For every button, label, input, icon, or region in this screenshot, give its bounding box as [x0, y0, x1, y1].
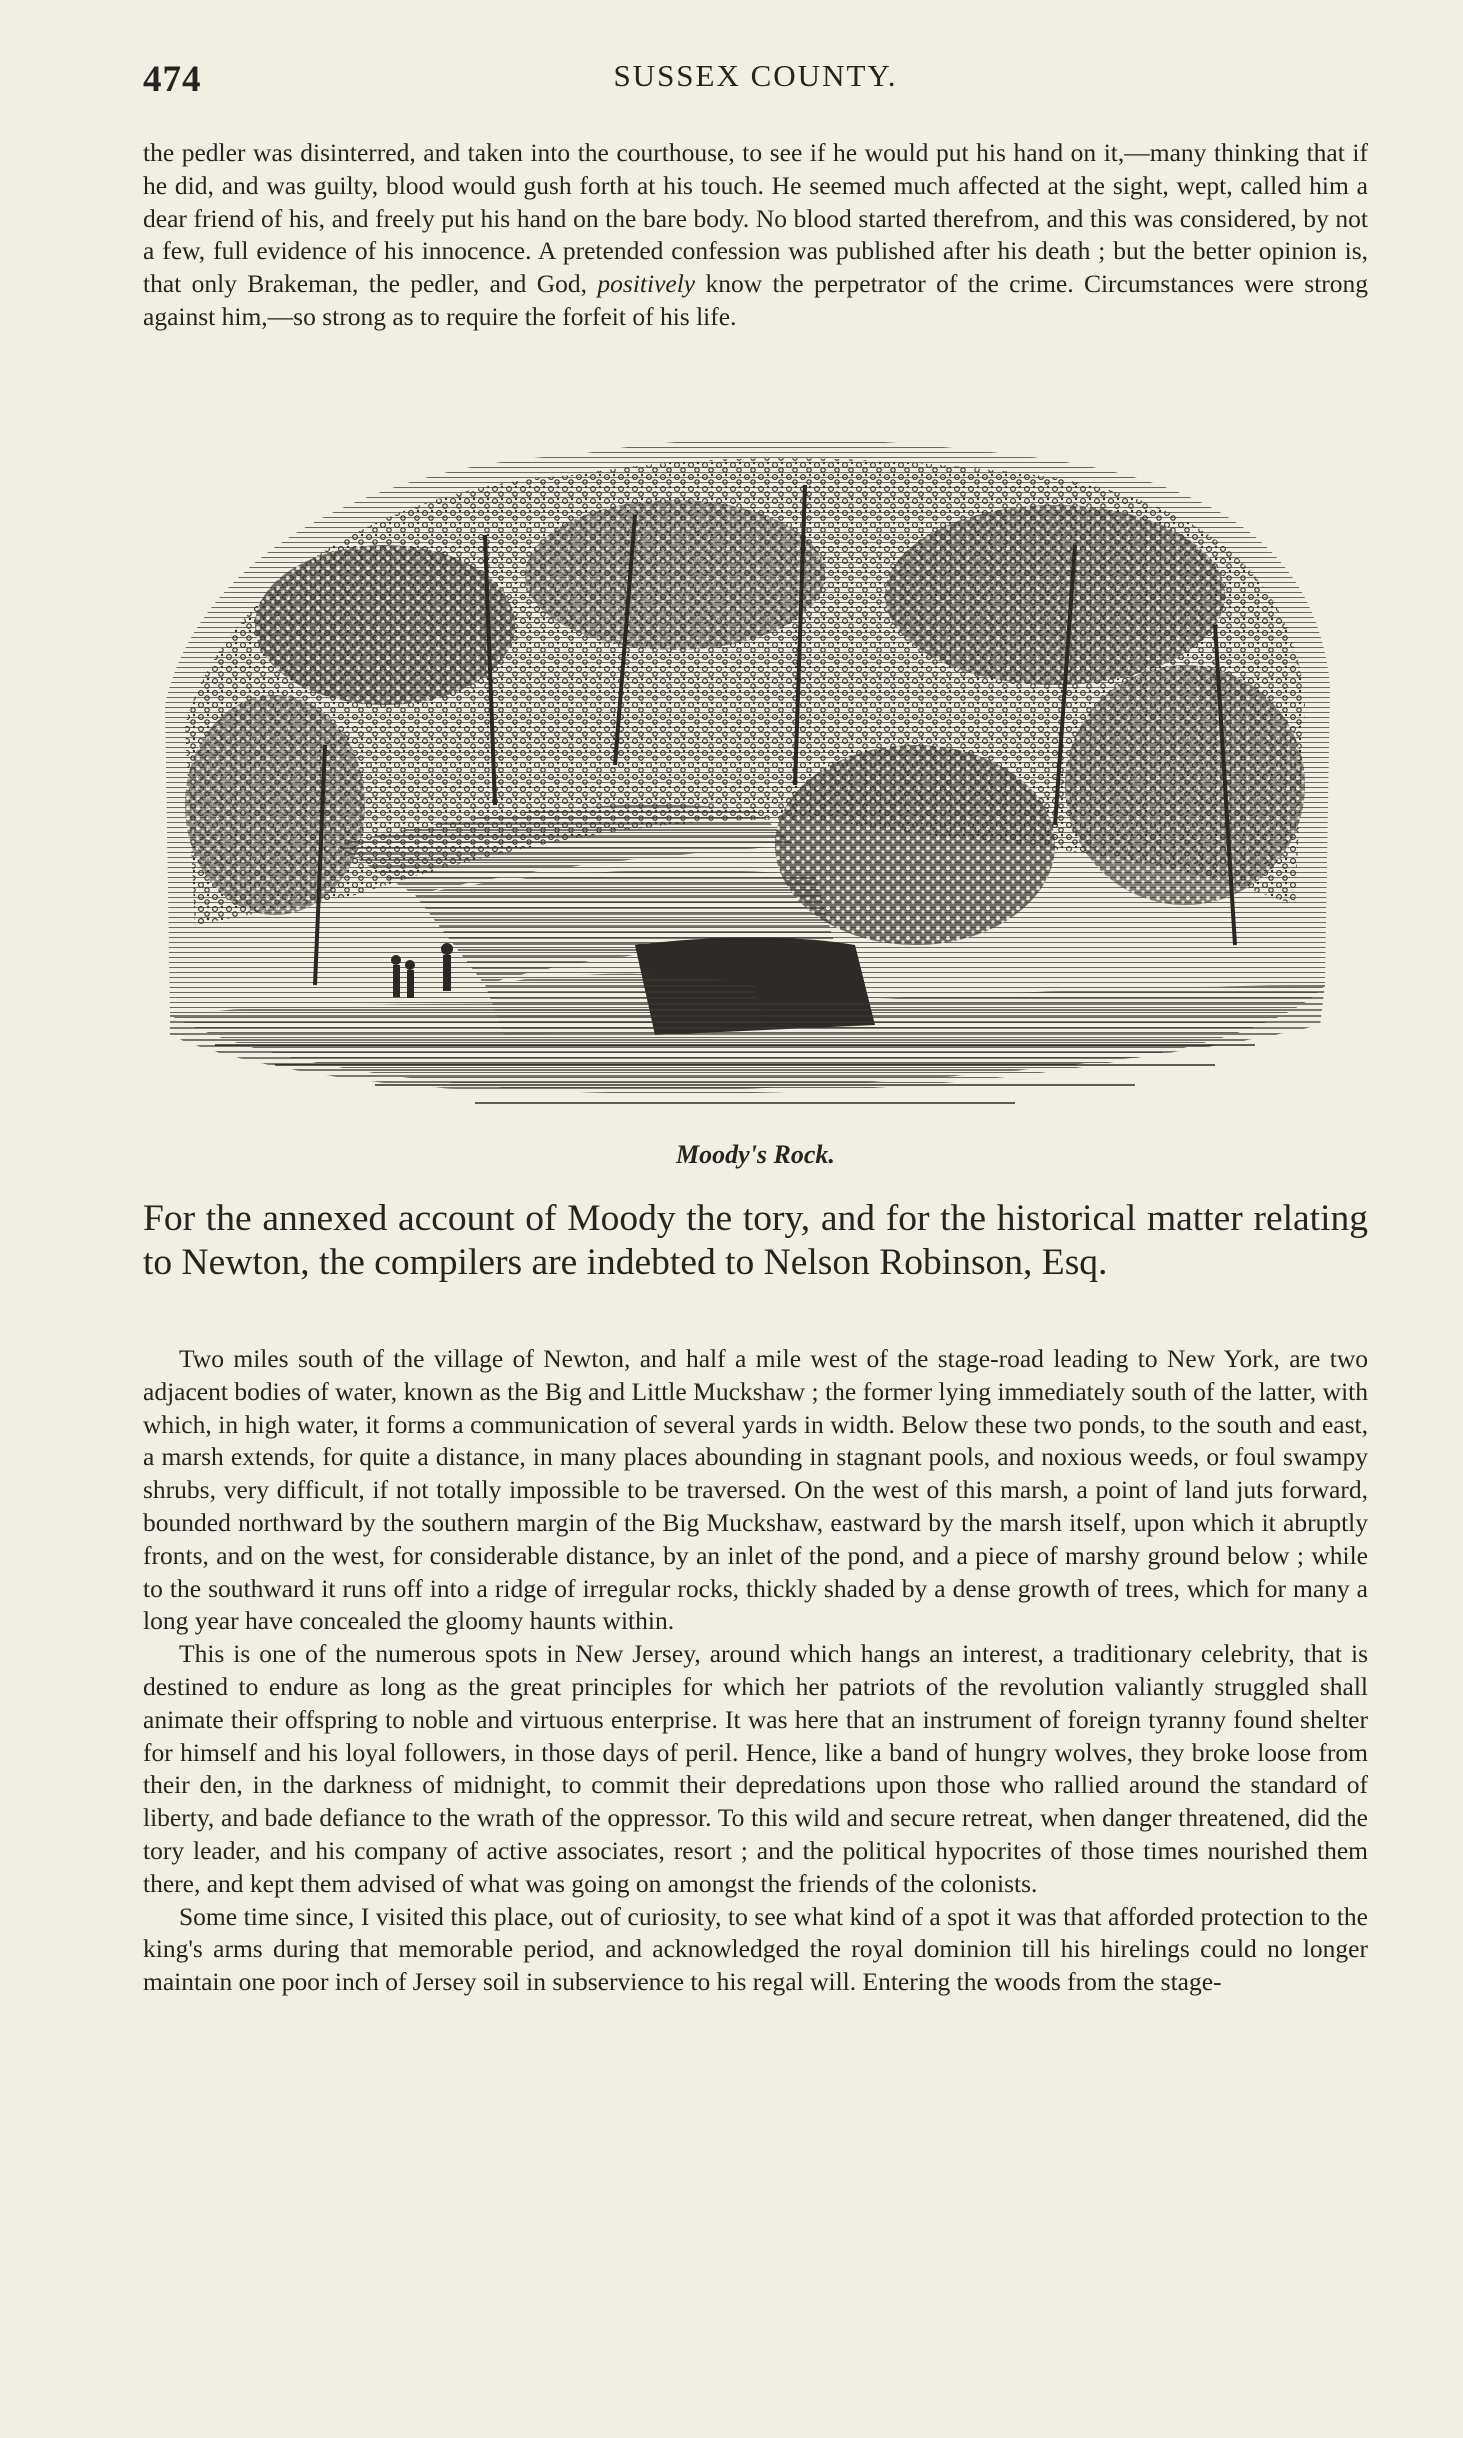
body-paragraph-3: Some time since, I visited this place, out of curiosity, to see what kind of a spot it was that afforded protection to the king's arms during that memorable period, and acknowledged the royal dominion till his hirelings could no longer maintain one poor inch of Jersey soil in subservience to his regal will. Entering the woods from the stage- [143, 1901, 1368, 1997]
opening-paragraph-text [143, 137, 1368, 334]
moodys-rock-engraving [155, 425, 1335, 1125]
page-header [143, 58, 1368, 108]
body-paragraph-1: Two miles south of the village of Newton, and half a mile west of the stage-road leading to New York, are two adjacent bodies of water, known as the Big and Little Muckshaw ; the former lying immediately south of the latter, with which, in high water, it forms a communication of several yards in width. Below these two ponds, to the south and east, a marsh extends, for quite a distance, in many places abounding in stagnant pools, and noxious weeds, or foul swampy shrubs, very difficult, if not totally impossible to be traversed. On the west of this marsh, a point of land juts forward, bounded northward by the southern margin of the Big Muckshaw, eastward by the marsh itself, upon which it abruptly fronts, and on the west, for considerable distance, by an inlet of the pond, and a piece of marshy ground below ; while to the southward it runs off into a ridge of irregular rocks, thickly shaded by a dense growth of trees, which for many a long year have concealed the gloomy haunts within. [143, 1344, 1368, 1636]
opening-text-part-2: know the perpetrator of the crime. Circumstances were strong against him,—so strong as to require the forfeit of his life. [143, 269, 1369, 331]
emphasis-word: positively [597, 269, 696, 299]
opening-text-part-1: the pedler was disinterred, and taken into the courthouse, to see if he would put his hand on it,—many thinking that if he did, and was guilty, blood would gush forth at his touch. He seemed much affected at the sight, wept, called him a dear friend of his, and freely put his hand on the bare body. No blood started therefrom, and this was considered, by not a few, full evidence of his innocence. A pretended confession was published after his death ; but the better opinion is, that only Brakeman, the pedler, and God, [143, 138, 1368, 299]
running-title: SUSSEX COUNTY. [613, 58, 898, 93]
figure-caption: Moody's Rock. [676, 1140, 835, 1169]
engraving-illustration [155, 425, 1335, 1125]
body-paragraph-2: This is one of the numerous spots in New Jersey, around which hangs an interest, a traditionary celebrity, that is destined to endure as long as the great principles for which her patriots of the revolution valiantly struggled shall animate their offspring to noble and virtuous enterprise. It was here that an instrument of foreign tyranny found shelter for himself and his loyal followers, in those days of peril. Hence, like a band of hungry wolves, they broke loose from their den, in the darkness of midnight, to commit their depredations upon those who rallied around the standard of liberty, and bade defiance to the wrath of the oppressor. To this wild and secure retreat, when danger threatened, did the tory leader, and his company of active associates, resort ; and the political hypocrites of those times nourished them there, and kept them advised of what was going on amongst the friends of the colonists. [143, 1639, 1368, 1898]
intro-paragraph: For the annexed account of Moody the tory, and for the historical matter relating to Newton, the compilers are indebted to Nelson Robinson, Esq. [143, 1198, 1368, 1283]
body-text [143, 1343, 1368, 1999]
page-number: 474 [143, 59, 202, 100]
opening-paragraph [143, 137, 1368, 334]
